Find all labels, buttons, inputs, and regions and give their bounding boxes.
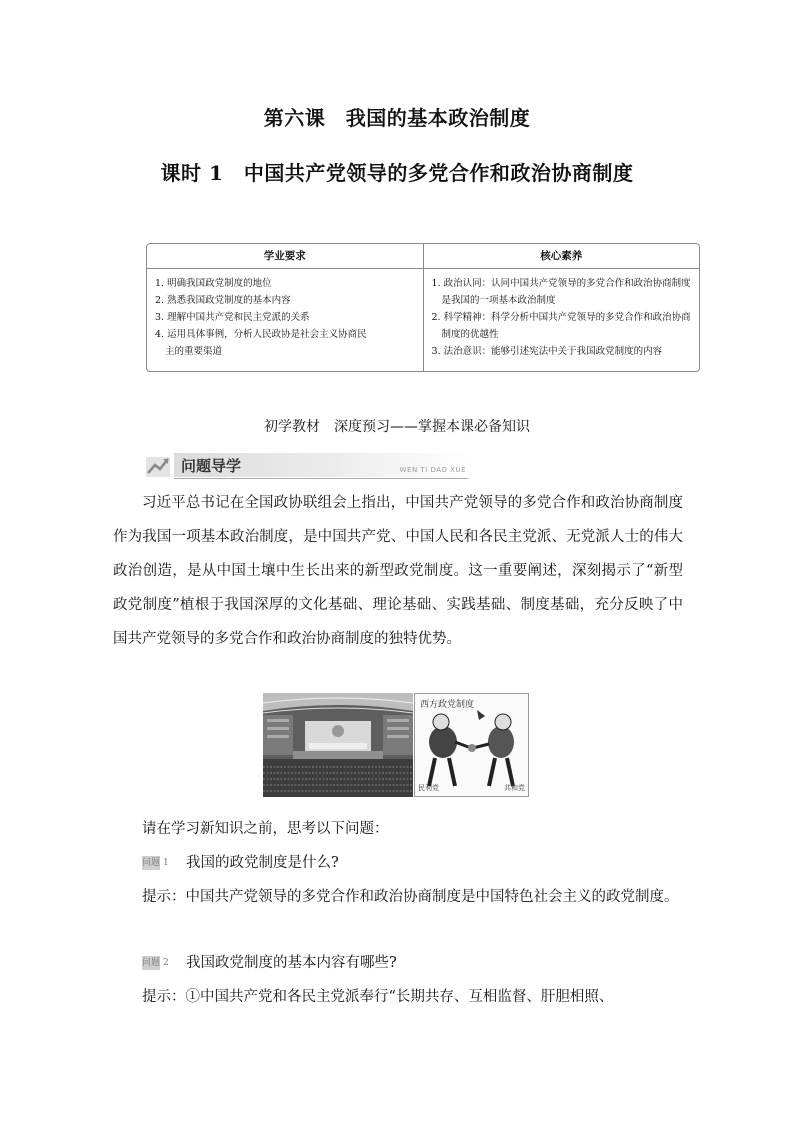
question-1-badge: 问题 1: [142, 858, 169, 868]
intro-paragraph: 习近平总书记在全国政协联组会上指出，中国共产党领导的多党合作和政治协商制度作为我国一项基本政治制度，是中国共产党、中国人民和各民主党派、无党派人士的伟大政治创造，是从中国土壤中生长出来的新型政党制度。这一重要阐述，深刻揭示了“新型政党制度”植根于我国深厚的文化基础、理论基础、实践基础、制度基础，充分反映了中国共产党领导的多党合作和政治协商制度的独特优势。: [113, 495, 683, 647]
competency-item: 1. 政治认同：认同中国共产党领导的多党合作和政治协商制度: [431, 278, 691, 289]
western-party-cartoon: [414, 693, 529, 797]
academic-requirements-header: 学业要求: [147, 244, 423, 269]
question-prompt: 请在学习新知识之前，思考以下问题：: [142, 821, 389, 837]
question-1: [113, 846, 683, 880]
question-2-badge: 问题 2: [142, 958, 169, 968]
core-competency-header: 核心素养: [424, 244, 700, 269]
intro-paragraph-block: [113, 486, 683, 656]
question-1-text: 我国的政党制度是什么?: [186, 855, 339, 871]
core-competency-column: [423, 244, 700, 371]
question-2-hint: 提示：①中国共产党和各民主党派奉行“长期共存、互相监督、肝胆相照、: [142, 989, 614, 1005]
problem-guide-title: 问题导学: [181, 457, 242, 475]
academic-requirements-column: [147, 244, 423, 371]
chart-trend-icon: [144, 453, 174, 479]
question-2-text: 我国政党制度的基本内容有哪些?: [186, 955, 397, 971]
question-2-block: [113, 946, 683, 1014]
competency-item-continued: 是我国的一项基本政治制度: [441, 295, 556, 306]
illustrations: [263, 693, 529, 797]
requirement-item: 4. 运用具体事例，分析人民政协是社会主义协商民: [155, 329, 367, 340]
competency-item: 3. 法治意识：能够引述宪法中关于我国政党制度的内容: [431, 346, 663, 357]
problem-guide-banner: [144, 453, 468, 479]
congress-hall-photo: [263, 693, 413, 797]
requirement-item: 1. 明确我国政党制度的地位: [155, 278, 272, 289]
question-prompt-block: [113, 812, 683, 846]
cartoon-caption: 西方政党制度: [420, 700, 475, 710]
requirement-item-continued: 主的重要渠道: [165, 346, 223, 357]
requirement-item: 3. 理解中国共产党和民主党派的关系: [155, 312, 310, 323]
question-1-block: [113, 846, 683, 914]
cartoon-label-left: 民利党: [418, 784, 439, 792]
competency-item: 2. 科学精神：科学分析中国共产党领导的多党合作和政治协商: [431, 312, 691, 323]
requirement-item: 2. 熟悉我国政党制度的基本内容: [155, 295, 291, 306]
question-2: [113, 946, 683, 980]
question-1-hint: 提示：中国共产党领导的多党合作和政治协商制度是中国特色社会主义的政党制度。: [142, 889, 679, 905]
requirements-table: [146, 243, 700, 372]
section-heading: 初学教材 深度预习——掌握本课必备知识: [264, 419, 530, 435]
cartoon-label-right: 共和党: [504, 784, 525, 792]
lesson-title: 第六课 我国的基本政治制度: [263, 106, 531, 130]
competency-item-continued: 制度的优越性: [441, 329, 499, 340]
problem-guide-pinyin: WEN TI DAO XUE: [399, 466, 466, 474]
lesson-subtitle: 课时 1 中国共产党领导的多党合作和政治协商制度: [160, 161, 634, 185]
